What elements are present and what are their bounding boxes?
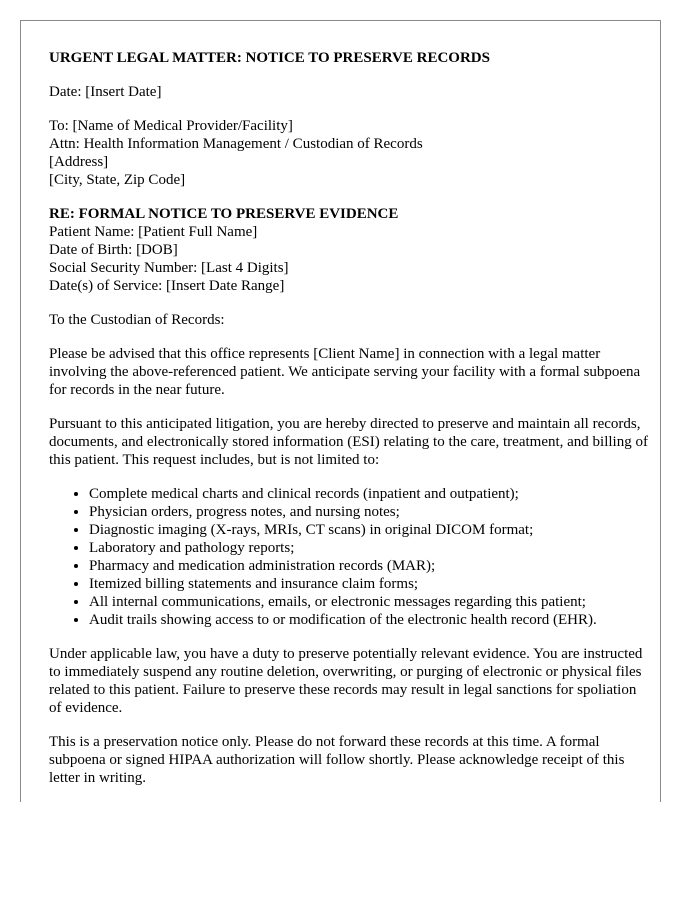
patient-info-line: Patient Name: [Patient Full Name] [49, 224, 258, 240]
date-line: Date: [Insert Date] [49, 84, 162, 100]
list-item: • All internal communications, emails, or electronic messages regarding this patient; [89, 593, 649, 611]
re-heading: RE: FORMAL NOTICE TO PRESERVE EVIDENCE [49, 206, 399, 222]
recipient-line: To: [Name of Medical Provider/Facility] [49, 118, 293, 134]
recipient-line: [Address] [49, 154, 109, 170]
list-item: • Audit trails showing access to or modification of the electronic health record (EHR). [89, 611, 649, 629]
list-item: • Complete medical charts and clinical records (inpatient and outpatient); [89, 485, 649, 503]
letter-page [20, 20, 661, 802]
list-item: • Laboratory and pathology reports; [89, 539, 649, 557]
letter-title: URGENT LEGAL MATTER: NOTICE TO PRESERVE RECORDS [49, 50, 490, 66]
re-block [49, 205, 649, 295]
list-item: • Physician orders, progress notes, and nursing notes; [89, 503, 649, 521]
recipient-line: Attn: Health Information Management / Custodian of Records [49, 136, 423, 152]
paragraph-preservation-directive: Pursuant to this anticipated litigation, you are hereby directed to preserve and maintain all records, documents, and electronically stored information (ESI) relating to the care, treatment, and billing of this patient. This request includes, but is not limited to: [49, 416, 648, 468]
recipient-block [49, 117, 649, 189]
patient-info-line: Social Security Number: [Last 4 Digits] [49, 260, 289, 276]
salutation: To the Custodian of Records: [49, 312, 225, 328]
list-item: • Itemized billing statements and insurance claim forms; [89, 575, 649, 593]
paragraph-notice-only: This is a preservation notice only. Please do not forward these records at this time. A formal subpoena or signed HIPAA authorization will follow shortly. Please acknowledge receipt of this letter in writing. [49, 734, 625, 786]
paragraph-representation: Please be advised that this office represents [Client Name] in connection with a legal matter involving the above-referenced patient. We anticipate serving your facility with a formal subpoena for records in the near future. [49, 346, 641, 398]
patient-info-line: Date(s) of Service: [Insert Date Range] [49, 278, 285, 294]
records-list [49, 485, 649, 629]
list-item: • Pharmacy and medication administration records (MAR); [89, 557, 649, 575]
letter-content [49, 49, 649, 802]
list-item: • Diagnostic imaging (X-rays, MRIs, CT scans) in original DICOM format; [89, 521, 649, 539]
patient-info-line: Date of Birth: [DOB] [49, 242, 178, 258]
recipient-line: [City, State, Zip Code] [49, 172, 186, 188]
paragraph-legal-duty: Under applicable law, you have a duty to preserve potentially relevant evidence. You are instructed to immediately suspend any routine deletion, overwriting, or purging of electronic or physical files related to this patient. Failure to preserve these records may result in legal sanctions for spoliation of evidence. [49, 646, 643, 716]
